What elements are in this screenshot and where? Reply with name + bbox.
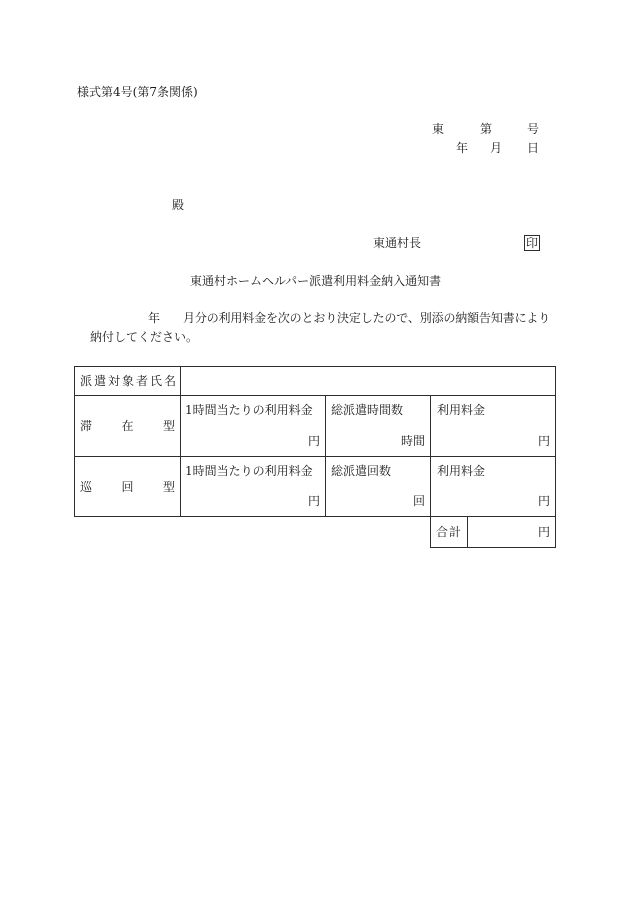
- stay-fee-label: 利用料金: [437, 403, 486, 417]
- date-day-label: 日: [527, 141, 540, 155]
- date-year-label: 年: [456, 141, 469, 155]
- document-title: 東通村ホームヘルパー派遣利用料金納入通知書: [190, 274, 442, 288]
- body-line-2: 納付してください。: [90, 330, 199, 344]
- visit-type-label: 巡回型: [80, 479, 175, 494]
- recipient-label-cell: [74, 366, 181, 396]
- visit-quantity-label: 総派遣回数: [331, 464, 392, 478]
- stay-rate-unit: 円: [307, 434, 320, 448]
- reference-number-suffix: 号: [527, 122, 540, 136]
- addressee-honorific: 殿: [172, 198, 185, 212]
- visit-fee-cell: [430, 456, 556, 517]
- body-line-1: 月分の利用料金を次のとおり決定したので、別添の納額告知書により: [183, 311, 551, 325]
- date-month-label: 月: [490, 141, 503, 155]
- visit-fee-unit: 円: [537, 494, 550, 508]
- stay-quantity-label: 総派遣時間数: [331, 403, 404, 417]
- visit-rate-unit: 円: [307, 494, 320, 508]
- stay-rate-label: 1時間当たりの利用料金: [185, 403, 313, 417]
- visit-type-cell: [74, 456, 181, 517]
- form-number: 様式第4号(第7条関係): [77, 85, 198, 99]
- reference-number-prefix: 第: [480, 122, 493, 136]
- stay-fee-unit: 円: [537, 434, 550, 448]
- seal-char: 印: [525, 236, 538, 250]
- issuer-title: 東通村長: [373, 236, 422, 250]
- stay-quantity-cell: [325, 395, 431, 457]
- stay-rate-cell: [180, 395, 326, 457]
- total-label-cell: [430, 516, 468, 548]
- stay-type-cell: [74, 395, 181, 457]
- total-value-cell: [467, 516, 556, 548]
- body-year-label: 年: [148, 311, 161, 325]
- stay-type-label: 滞在型: [80, 419, 175, 433]
- seal-box: [524, 235, 540, 251]
- visit-rate-cell: [180, 456, 326, 517]
- visit-quantity-unit: 回: [412, 494, 425, 508]
- recipient-value-cell: [180, 366, 556, 396]
- visit-quantity-cell: [325, 456, 431, 517]
- visit-rate-label: 1時間当たりの利用料金: [185, 464, 313, 478]
- visit-fee-label: 利用料金: [437, 464, 486, 478]
- reference-office: 東: [432, 122, 445, 136]
- recipient-label: 派遣対象者氏名: [80, 374, 176, 388]
- stay-fee-cell: [430, 395, 556, 457]
- total-unit: 円: [537, 525, 550, 539]
- total-label: 合計: [436, 525, 463, 539]
- stay-quantity-unit: 時間: [400, 434, 425, 448]
